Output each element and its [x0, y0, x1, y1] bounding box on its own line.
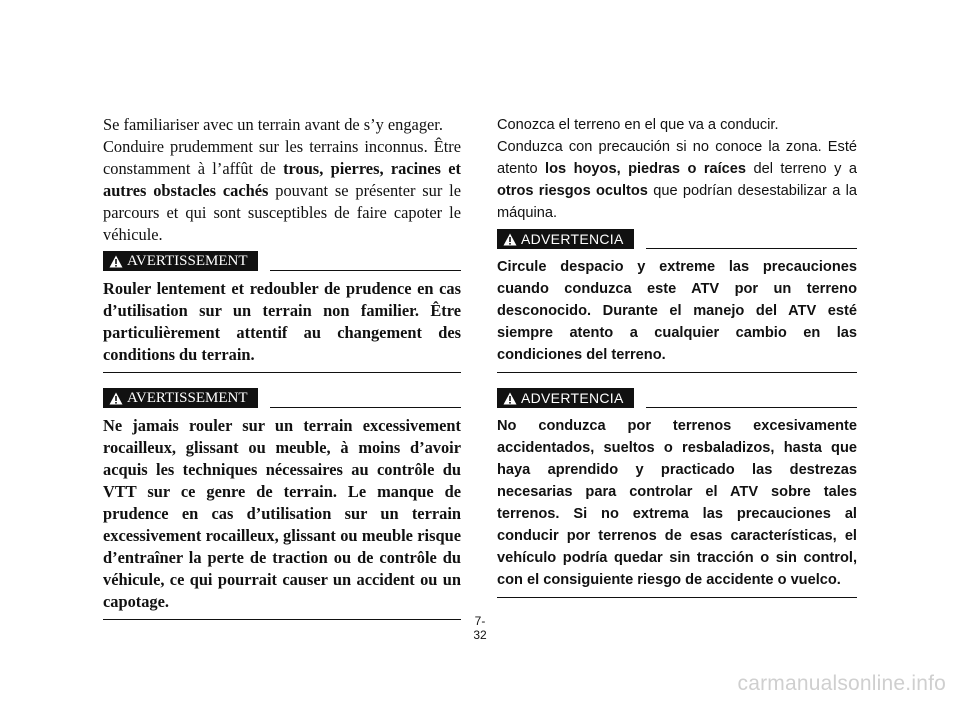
fr-warning-header-2: [103, 387, 461, 409]
fr-warning-header-1: [103, 250, 461, 272]
fr-warning-label-2: AVERTISSEMENT: [127, 390, 248, 406]
es-warning-header-1: [497, 228, 857, 250]
fr-warning-label-1: AVERTISSEMENT: [127, 253, 248, 269]
es-intro-2d: otros riesgos ocultos: [497, 183, 648, 199]
warning-triangle-icon: [503, 392, 517, 405]
fr-warning-header-rule-1: [270, 270, 462, 271]
es-warning-end-rule-2: [497, 597, 857, 598]
fr-intro-1: Se familiariser avec un terrain avant de s’y engager.: [103, 115, 443, 134]
fr-warning-header-rule-2: [270, 407, 462, 408]
warning-triangle-icon: [503, 233, 517, 246]
es-warning-badge-2: [497, 388, 634, 408]
fr-warning-end-rule-1: [103, 372, 461, 373]
fr-warning-text-2: Ne jamais rouler sur un terrain excessivement rocailleux, glissant ou meuble, à moins d’avoir acquis les techniques nécessaires au contrôle du VTT sur ce genre de terrain. Le manque de prudence en cas d’utilisation sur un terrain excessivement rocailleux, glissant ou meuble risque d’entraîner la perte de traction ou de contrôle du véhicule, ce qui pourrait causer un accident ou un capotage.: [103, 416, 461, 611]
page-number: 7-32: [473, 614, 487, 642]
es-warning-text-1: Circule despacio y extreme las precauciones cuando conduzca este ATV por un terreno desconocido. Durante el manejo del ATV esté siempre atento a cualquier cambio en las condiciones del terreno.: [497, 259, 857, 363]
es-intro-1: Conozca el terreno en el que va a conducir.: [497, 117, 779, 133]
es-intro-2c: del terreno y a: [746, 161, 857, 177]
es-intro-2a: Conduzca con precaución si no conoce la zona. Esté atento: [497, 139, 857, 177]
fr-intro-2b: trous, pierres, racines et autres obstacles cachés: [103, 159, 461, 200]
es-warning-header-rule-2: [646, 407, 857, 408]
es-intro-2b: los hoyos, piedras o raíces: [545, 161, 747, 177]
french-column: [103, 114, 461, 634]
es-warning-header-rule-1: [646, 248, 857, 249]
es-warning-label-2: ADVERTENCIA: [521, 390, 624, 406]
es-warning-header-2: [497, 387, 857, 409]
es-warning-end-rule-1: [497, 372, 857, 373]
warning-triangle-icon: [109, 392, 123, 405]
fr-intro-2c: pouvant se présenter sur le parcours et qui sont susceptibles de faire capoter le véhicule.: [103, 181, 461, 244]
fr-warning-badge-2: [103, 388, 258, 408]
spanish-column: [497, 114, 857, 612]
fr-intro-2a: Conduire prudemment sur les terrains inconnus. Être constamment à l’affût de: [103, 137, 461, 178]
es-intro-2e: que podrían desestabilizar a la máquina.: [497, 183, 857, 221]
es-warning-label-1: ADVERTENCIA: [521, 231, 624, 247]
warning-triangle-icon: [109, 255, 123, 268]
es-warning-badge-1: [497, 229, 634, 249]
es-intro-2: [497, 136, 857, 224]
fr-intro-2: [103, 136, 461, 246]
fr-warning-end-rule-2: [103, 619, 461, 620]
watermark: carmanualsonline.info: [737, 672, 946, 695]
fr-warning-badge-1: [103, 251, 258, 271]
fr-warning-text-1: Rouler lentement et redoubler de prudence en cas d’utilisation sur un terrain non familier. Être particulièrement attentif au changement des conditions du terrain.: [103, 279, 461, 364]
es-warning-text-2: No conduzca por terrenos excesivamente accidentados, sueltos o resbaladizos, hasta que haya aprendido y practicado las destrezas necesarias para controlar el ATV sobre tales terrenos. Si no extrema las precauciones al conducir por terrenos de esas características, el vehículo podría quedar sin tracción o sin control, con el consiguiente riesgo de accidente o vuelco.: [497, 418, 857, 588]
